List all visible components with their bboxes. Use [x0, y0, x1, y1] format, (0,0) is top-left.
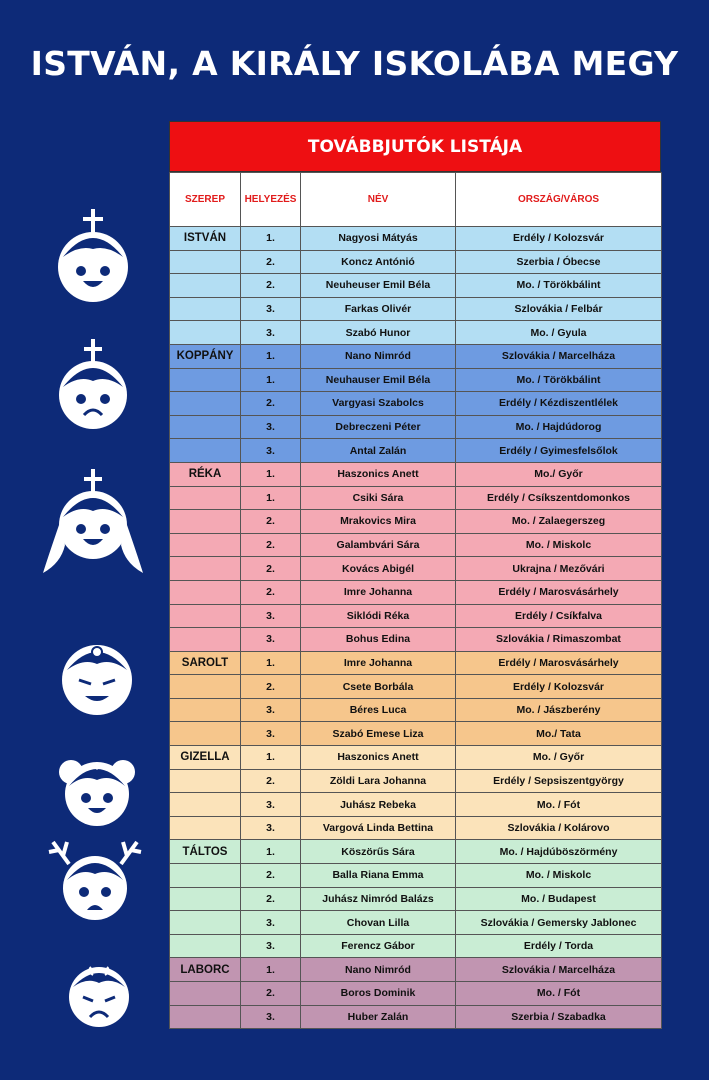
- role-cell: TÁLTOS: [170, 840, 241, 864]
- header-country: ORSZÁG/VÁROS: [456, 173, 662, 227]
- header-name: NÉV: [301, 173, 456, 227]
- role-cell: LABORC: [170, 958, 241, 982]
- place-cell: Mo. / Zalaegerszeg: [456, 510, 662, 534]
- role-cell: KOPPÁNY: [170, 344, 241, 368]
- rank-cell: 3.: [241, 321, 301, 345]
- place-cell: Mo. / Budapest: [456, 887, 662, 911]
- rank-cell: 1.: [241, 462, 301, 486]
- place-cell: Erdély / Marosvásárhely: [456, 651, 662, 675]
- place-cell: Mo./ Győr: [456, 462, 662, 486]
- name-cell: Szabó Emese Liza: [301, 722, 456, 746]
- role-cell: [170, 580, 241, 604]
- rank-cell: 2.: [241, 392, 301, 416]
- name-cell: Imre Johanna: [301, 651, 456, 675]
- rank-cell: 1.: [241, 840, 301, 864]
- role-cell: [170, 557, 241, 581]
- name-cell: Farkas Olivér: [301, 297, 456, 321]
- name-cell: Balla Riana Emma: [301, 864, 456, 888]
- rank-cell: 1.: [241, 227, 301, 251]
- role-cell: [170, 769, 241, 793]
- role-cell: [170, 628, 241, 652]
- table-row: [170, 604, 662, 628]
- role-cell: [170, 864, 241, 888]
- rank-cell: 2.: [241, 864, 301, 888]
- table-row: [170, 934, 662, 958]
- name-cell: Szabó Hunor: [301, 321, 456, 345]
- rank-cell: 3.: [241, 604, 301, 628]
- table-row: [170, 1005, 662, 1029]
- table-row: [170, 274, 662, 298]
- place-cell: Mo. / Fót: [456, 793, 662, 817]
- role-cell: [170, 274, 241, 298]
- place-cell: Szlovákia / Felbár: [456, 297, 662, 321]
- table-row: [170, 840, 662, 864]
- role-cell: [170, 722, 241, 746]
- place-cell: Mo. / Hajdúböszörmény: [456, 840, 662, 864]
- place-cell: Mo. / Törökbálint: [456, 368, 662, 392]
- name-cell: Haszonics Anett: [301, 746, 456, 770]
- place-cell: Mo. / Törökbálint: [456, 274, 662, 298]
- place-cell: Erdély / Kolozsvár: [456, 227, 662, 251]
- place-cell: Mo. / Miskolc: [456, 864, 662, 888]
- role-cell: ISTVÁN: [170, 227, 241, 251]
- rank-cell: 2.: [241, 769, 301, 793]
- rank-cell: 2.: [241, 274, 301, 298]
- rank-cell: 1.: [241, 651, 301, 675]
- rank-cell: 3.: [241, 628, 301, 652]
- name-cell: Juhász Nimród Balázs: [301, 887, 456, 911]
- role-cell: GIZELLA: [170, 746, 241, 770]
- name-cell: Nagyosi Mátyás: [301, 227, 456, 251]
- gizella-face-icon: [59, 760, 135, 826]
- table-row: [170, 698, 662, 722]
- laborc-face-icon: [69, 967, 129, 1027]
- role-cell: [170, 297, 241, 321]
- place-cell: Erdély / Csíkfalva: [456, 604, 662, 628]
- header-rank: HELYEZÉS: [241, 173, 301, 227]
- name-cell: Antal Zalán: [301, 439, 456, 463]
- table-row: [170, 982, 662, 1006]
- role-cell: [170, 698, 241, 722]
- place-cell: Erdély / Marosvásárhely: [456, 580, 662, 604]
- rank-cell: 1.: [241, 958, 301, 982]
- table-row: [170, 439, 662, 463]
- role-cell: [170, 911, 241, 935]
- results-table-wrap: [169, 121, 661, 1029]
- rank-cell: 2.: [241, 887, 301, 911]
- role-cell: [170, 793, 241, 817]
- name-cell: Huber Zalán: [301, 1005, 456, 1029]
- table-row: [170, 297, 662, 321]
- place-cell: Mo. / Fót: [456, 982, 662, 1006]
- name-cell: Koncz Antónió: [301, 250, 456, 274]
- table-row: [170, 486, 662, 510]
- table-header-row: [170, 173, 662, 227]
- role-cell: [170, 887, 241, 911]
- name-cell: Neuheuser Emil Béla: [301, 274, 456, 298]
- rank-cell: 2.: [241, 557, 301, 581]
- name-cell: Haszonics Anett: [301, 462, 456, 486]
- table-row: [170, 769, 662, 793]
- table-row: [170, 864, 662, 888]
- page-title: ISTVÁN, A KIRÁLY ISKOLÁBA MEGY: [30, 44, 679, 83]
- role-cell: [170, 934, 241, 958]
- table-row: [170, 793, 662, 817]
- role-cell: RÉKA: [170, 462, 241, 486]
- place-cell: Ukrajna / Mezővári: [456, 557, 662, 581]
- place-cell: Szlovákia / Gemersky Jablonec: [456, 911, 662, 935]
- table-row: [170, 557, 662, 581]
- reka-face-icon: [43, 469, 143, 573]
- table-row: [170, 227, 662, 251]
- table-row: [170, 510, 662, 534]
- rank-cell: 3.: [241, 911, 301, 935]
- role-cell: [170, 675, 241, 699]
- place-cell: Szlovákia / Marcelháza: [456, 958, 662, 982]
- role-cell: [170, 321, 241, 345]
- role-cell: [170, 368, 241, 392]
- place-cell: Erdély / Sepsiszentgyörgy: [456, 769, 662, 793]
- place-cell: Mo. / Jászberény: [456, 698, 662, 722]
- place-cell: Mo. / Gyula: [456, 321, 662, 345]
- results-table: [169, 172, 662, 1029]
- name-cell: Zöldi Lara Johanna: [301, 769, 456, 793]
- rank-cell: 2.: [241, 250, 301, 274]
- role-cell: [170, 415, 241, 439]
- table-banner: TOVÁBBJUTÓK LISTÁJA: [169, 121, 661, 172]
- name-cell: Köszörűs Sára: [301, 840, 456, 864]
- rank-cell: 3.: [241, 793, 301, 817]
- role-cell: [170, 1005, 241, 1029]
- table-row: [170, 887, 662, 911]
- taltos-face-icon: [49, 842, 141, 920]
- place-cell: Szlovákia / Marcelháza: [456, 344, 662, 368]
- role-cell: [170, 486, 241, 510]
- table-row: [170, 533, 662, 557]
- rank-cell: 3.: [241, 722, 301, 746]
- rank-cell: 3.: [241, 934, 301, 958]
- table-row: [170, 746, 662, 770]
- name-cell: Siklódi Réka: [301, 604, 456, 628]
- name-cell: Kovács Abigél: [301, 557, 456, 581]
- rank-cell: 2.: [241, 580, 301, 604]
- table-row: [170, 368, 662, 392]
- place-cell: Erdély / Torda: [456, 934, 662, 958]
- table-row: [170, 250, 662, 274]
- rank-cell: 1.: [241, 344, 301, 368]
- name-cell: Juhász Rebeka: [301, 793, 456, 817]
- table-row: [170, 722, 662, 746]
- name-cell: Csete Borbála: [301, 675, 456, 699]
- role-cell: [170, 533, 241, 557]
- place-cell: Mo./ Tata: [456, 722, 662, 746]
- name-cell: Vargová Linda Bettina: [301, 816, 456, 840]
- role-cell: [170, 439, 241, 463]
- place-cell: Mo. / Hajdúdorog: [456, 415, 662, 439]
- header-role: SZEREP: [170, 173, 241, 227]
- table-row: [170, 344, 662, 368]
- table-row: [170, 958, 662, 982]
- role-cell: [170, 250, 241, 274]
- name-cell: Mrakovics Mira: [301, 510, 456, 534]
- sarolt-face-icon: [62, 645, 132, 715]
- name-cell: Ferencz Gábor: [301, 934, 456, 958]
- place-cell: Mo. / Győr: [456, 746, 662, 770]
- name-cell: Béres Luca: [301, 698, 456, 722]
- table-row: [170, 321, 662, 345]
- place-cell: Erdély / Gyimesfelsőlok: [456, 439, 662, 463]
- table-row: [170, 628, 662, 652]
- role-cell: [170, 604, 241, 628]
- table-row: [170, 675, 662, 699]
- place-cell: Szlovákia / Kolárovo: [456, 816, 662, 840]
- rank-cell: 2.: [241, 982, 301, 1006]
- table-row: [170, 911, 662, 935]
- rank-cell: 3.: [241, 297, 301, 321]
- rank-cell: 3.: [241, 1005, 301, 1029]
- rank-cell: 2.: [241, 675, 301, 699]
- rank-cell: 1.: [241, 746, 301, 770]
- name-cell: Imre Johanna: [301, 580, 456, 604]
- name-cell: Nano Nimród: [301, 958, 456, 982]
- name-cell: Neuhauser Emil Béla: [301, 368, 456, 392]
- name-cell: Csiki Sára: [301, 486, 456, 510]
- role-cell: [170, 392, 241, 416]
- place-cell: Erdély / Kolozsvár: [456, 675, 662, 699]
- place-cell: Mo. / Miskolc: [456, 533, 662, 557]
- name-cell: Debreczeni Péter: [301, 415, 456, 439]
- istvan-face-icon: [58, 209, 128, 302]
- place-cell: Erdély / Kézdiszentlélek: [456, 392, 662, 416]
- place-cell: Szerbia / Óbecse: [456, 250, 662, 274]
- koppany-face-icon: [59, 339, 127, 429]
- table-row: [170, 462, 662, 486]
- rank-cell: 3.: [241, 415, 301, 439]
- role-cell: SAROLT: [170, 651, 241, 675]
- rank-cell: 3.: [241, 698, 301, 722]
- place-cell: Szerbia / Szabadka: [456, 1005, 662, 1029]
- rank-cell: 1.: [241, 486, 301, 510]
- role-cell: [170, 816, 241, 840]
- name-cell: Chovan Lilla: [301, 911, 456, 935]
- rank-cell: 1.: [241, 368, 301, 392]
- name-cell: Vargyasi Szabolcs: [301, 392, 456, 416]
- rank-cell: 3.: [241, 816, 301, 840]
- rank-cell: 2.: [241, 533, 301, 557]
- role-cell: [170, 510, 241, 534]
- table-row: [170, 392, 662, 416]
- place-cell: Szlovákia / Rimaszombat: [456, 628, 662, 652]
- table-row: [170, 580, 662, 604]
- table-row: [170, 415, 662, 439]
- role-cell: [170, 982, 241, 1006]
- name-cell: Galambvári Sára: [301, 533, 456, 557]
- table-body: [170, 227, 662, 1029]
- rank-cell: 2.: [241, 510, 301, 534]
- name-cell: Nano Nimród: [301, 344, 456, 368]
- name-cell: Bohus Edina: [301, 628, 456, 652]
- table-row: [170, 816, 662, 840]
- table-row: [170, 651, 662, 675]
- rank-cell: 3.: [241, 439, 301, 463]
- name-cell: Boros Dominik: [301, 982, 456, 1006]
- place-cell: Erdély / Csíkszentdomonkos: [456, 486, 662, 510]
